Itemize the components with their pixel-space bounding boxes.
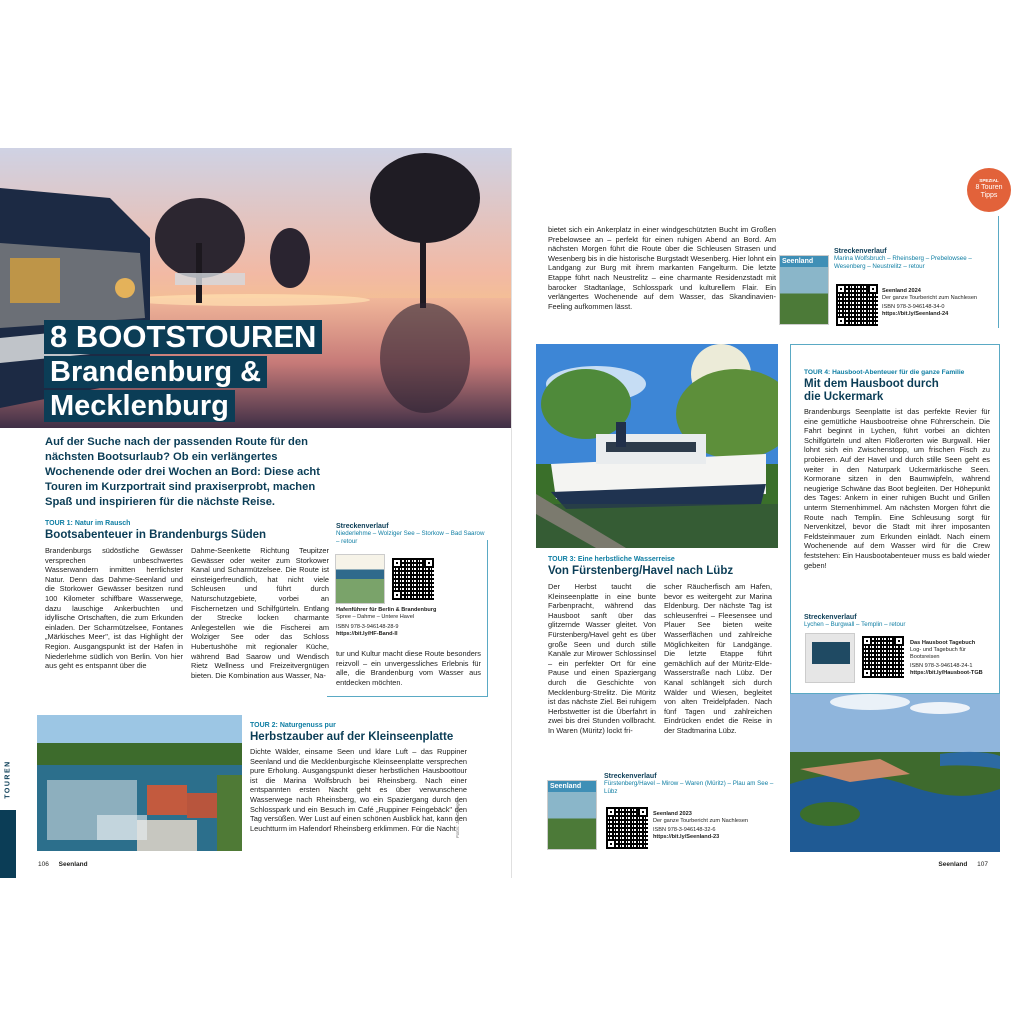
tour1-qr-code <box>392 558 434 600</box>
tour3-qr-code <box>606 807 648 849</box>
title-line-2: Brandenburg & <box>44 356 267 388</box>
tour3-col1: Der Herbst taucht die Kleinseenplatte in eine bunte Farbenpracht, während das Hausboot sanft über das glitzernde Wasser gleitet. Von Fürstenberg/Havel geht es über große Seen und durch stille Kanäle zur Mirower Schlossinsel – ein perfekter Ort für eine Pause und einen Spaziergang durch die Geschichte von Mecklenburg-Strelitz. Die Müritz ist das nächste Ziel. Bei ruhigem Herbstwetter ist die Überfahrt in zwei bis drei Stunden vollbracht. In Waren (Müritz) lockt fri- <box>548 582 656 735</box>
title-line-1: 8 BOOTSTOUREN <box>44 320 322 354</box>
tour4-info-box <box>804 614 990 676</box>
tour2-info-box <box>780 248 1000 332</box>
side-tab <box>0 748 16 878</box>
magazine-spread <box>0 148 1024 878</box>
tour2-book-sub: Der ganze Tourbericht zum Nachlesen <box>882 295 978 301</box>
tour3-headline: Von Fürstenberg/Havel nach Lübz <box>548 565 734 577</box>
tour3-book-cover <box>548 781 596 849</box>
footer-magazine: Seenland <box>58 861 88 868</box>
tour4-book-sub: Log- und Tagebuch für Bootsreisen <box>910 647 966 660</box>
tour4-route-label: Streckenverlauf <box>804 614 857 621</box>
tour4-link[interactable]: https://bit.ly/Hausboot-TGB <box>910 670 983 676</box>
tour4-book-cover <box>806 634 854 682</box>
tour2-qr-code <box>836 284 878 326</box>
footer-right <box>938 861 988 868</box>
aerial-lake-photo <box>790 694 1000 852</box>
tour3-col2: scher Räucherfisch am Hafen, bevor es weitergeht zur Marina Eldenburg. Der nächste Tag ist schleusenfrei – Fleesensee und Plauer See bieten weite Wasserflächen und zahlreiche Möglichkeiten für Landgänge. Die letzte Etappe führt gemächlich auf der Müritz-Elde-Wasserstraße nach Lübz. Der Kanal schlängelt sich durch Wälder und Wiesen, begleitet von alten Treidelpfaden. Nach fünf Tagen und zahlreichen Eindrücken endet die Reise in der Stadtmarina Lübz. <box>664 582 772 735</box>
tour1-isbn: ISBN 978-3-946148-28-9 <box>336 624 399 630</box>
tour1-route: Niederlehme – Wolziger See – Storkow – Bad Saarow – retour <box>336 530 485 545</box>
tour3-book-sub: Der ganze Tourbericht zum Nachlesen <box>653 818 749 824</box>
tour2-headline: Herbstzauber auf der Kleinseenplatte <box>250 731 454 743</box>
right-page <box>512 148 1024 878</box>
tour1-book-sub: Spree – Dahme – Untere Havel <box>336 614 415 620</box>
tour3-isbn: ISBN 978-3-946148-32-6 <box>653 827 716 833</box>
tour4-book-title: Das Hausboot Tagebuch <box>910 640 976 646</box>
tour1-col1: Brandenburgs südöstliche Gewässer versprechen unbeschwertes Wasserwandern inmitten herrlichster Natur. Denn das Dahme-Seenland und die Storkower Gewässer besitzen rund 100 Kilometer schiffbare Wasserwege, dazu lauschige Ankerbuchten und idyllische Ortschaften, die zum Erkunden einladen. Der Scharmützelsee, Fontanes „Märkisches Meer", ist das Highlight der Region. Ausgangspunkt ist der Hafen in Niederlehme südlich von Berlin. Von hier aus geht es entspannt über die <box>45 546 183 671</box>
tour4-isbn: ISBN 978-3-946148-24-1 <box>910 663 973 669</box>
photo-credit: Fotos: Jan Draeger <box>455 799 460 838</box>
tour1-col3: tur und Kultur macht diese Route besonders reizvoll – ein unvergessliches Erlebnis für alle, die Brandenburg vom Wasser aus entdecken möchten. <box>336 649 481 687</box>
tour4-label: TOUR 4: Hausboot-Abenteuer für die ganze Familie <box>804 369 965 376</box>
tour1-headline: Bootsabenteuer in Brandenburgs Süden <box>45 529 267 541</box>
tour2 <box>250 722 467 833</box>
tour2-text: Dichte Wälder, einsame Seen und klare Luft – das Ruppiner Seenland und die Mecklenburgische Kleinseenplatte versprechen pure Erholung. Ausgangspunkt dieser herbstlichen Hausboottour ist die Marina Wolfsbruch bei Rheinsberg. Nach einer entspannten ersten Nacht geht es über verwunschene Wasserwege nach Rheinsberg, wo ein Spaziergang durch den Schlosspark und ein Besuch im Café „Ruppiner Feingebäck" den Tag versüßen. Wer Lust auf einen schönen Ausblick hat, kann den Leuchtturm im Hafendorf Rheinsberg erklimmen. Für die Nacht <box>250 747 467 833</box>
tour1-info-box <box>336 523 486 637</box>
side-tab-label: TOUREN <box>4 760 12 799</box>
tour1-link[interactable]: https://bit.ly/HF-Band-II <box>336 631 398 637</box>
tour2-book-title: Seenland 2024 <box>882 288 921 294</box>
marina-photo <box>37 715 242 851</box>
tour3-route-label: Streckenverlauf <box>604 773 657 780</box>
tour1-route-label: Streckenverlauf <box>336 523 389 530</box>
badge-top: SPEZIAL <box>979 178 999 183</box>
houseboat-photo <box>536 344 778 548</box>
tour2-route: Marina Wolfsbruch – Rheinsberg – Prebelowsee – Wesenberg – Neustrelitz – retour <box>834 255 972 270</box>
tour3-label: TOUR 3: Eine herbstliche Wasserreise <box>548 556 675 563</box>
tour3-book-title: Seenland 2023 <box>653 811 692 817</box>
tour3-info-box <box>548 773 778 857</box>
tour3-link[interactable]: https://bit.ly/Seenland-23 <box>653 834 720 840</box>
tour2-label: TOUR 2: Naturgenuss pur <box>250 722 336 729</box>
tour3 <box>548 556 773 735</box>
tour4-qr-code <box>862 636 904 678</box>
special-badge <box>967 168 1011 212</box>
tour4-route: Lychen – Burgwall – Templin – retour <box>804 621 906 628</box>
tour2-cover-title: Seenland <box>782 258 814 265</box>
title-line-3: Mecklenburg <box>44 390 235 422</box>
badge-main: 8 Touren Tipps <box>975 184 1003 199</box>
tour2-route-label: Streckenverlauf <box>834 248 887 255</box>
tour1-book-cover <box>336 555 384 603</box>
tour2-isbn: ISBN 978-3-946148-34-0 <box>882 304 945 310</box>
tour1-col2: Dahme-Seenkette Richtung Teupitzer Gewässer oder weiter zum Storkower Kanal und Scharmützelsee. Die Route ist einsteigerfreundlich, hat nicht viele Schleusen und führt durch Naturschutzgebiete, vorbei an Fischernetzen und Schilfgürteln. Entlang der Strecke locken charmante Anlegestellen wie die Fischerei am Wolziger See oder das Schloss Hubertushöhe mit regionaler Küche, während Bad Saarow und Wendisch Rietz Wellness und Freizeitvergnügen bieten. Die Kombination aus Wasser, Na- <box>191 546 329 680</box>
tour2-book-cover <box>780 256 828 324</box>
intro-text: Auf der Suche nach der passenden Route für den nächsten Bootsurlaub? Ob ein verlängertes Wochenende oder drei Wochen an Bord: Diese acht Touren im Kurzportrait sind praxiserprobt, machen Spaß und inspirieren für die nächste Reise. <box>45 436 320 508</box>
tour4-headline: Mit dem Hausboot durch die Uckermark <box>804 378 939 403</box>
tour3-route: Fürstenberg/Havel – Mirow – Waren (Müritz) – Plau am See – Lübz <box>604 780 774 795</box>
footer-page-number-right: 107 <box>977 861 988 868</box>
footer-magazine-right: Seenland <box>938 861 968 868</box>
tour2-link[interactable]: https://bit.ly/Seenland-24 <box>882 311 949 317</box>
left-page <box>0 148 512 878</box>
tour2-info-box-border <box>998 216 999 328</box>
tour1-book-title: Hafenführer für Berlin & Brandenburg <box>336 607 437 613</box>
tour3-cover-title: Seenland <box>550 783 582 790</box>
tour1-label: TOUR 1: Natur im Rausch <box>45 520 131 527</box>
tour4 <box>804 369 990 570</box>
tour2-continued-text: bietet sich ein Ankerplatz in einer windgeschützten Bucht im Großen Prebelowsee an – perfekt für einen ruhigen Abend an Bord. Am nächsten Morgen führt die Route über die Schleusen Strasen und Wesenberg bis in die historische Burgstadt Wesenberg. Hier lohnt ein Landgang zur Burg mit ihrem markanten Fangelturm. Die letzte Etappe führt nach Neustrelitz – eine charmante Residenzstadt mit barocker Stadtanlage, Schlosspark und kulturellem Flair. Ein verlängertes Wochenende auf dem Wasser, das Skandinavien-Feeling aufkommen lässt. <box>548 225 776 311</box>
footer-page-number: 106 <box>38 861 49 868</box>
footer-left <box>38 861 88 868</box>
tour4-text: Brandenburgs Seenplatte ist das perfekte Revier für eine gemütliche Hausbootreise ohne Führerschein. Die Fahrt beginnt in Lychen, führt vorbei an dichten Schilfgürteln und alten Flößerorten wie Burgwall. Hier lohnt sich ein Zwischenstopp, um frischen Fisch zu probieren. Auf der Havel und durch stille Seen geht es weiter in den Naturpark Uckermärkische Seen. Kormorane sitzen in den Baumwipfeln, während neugierige Schwäne das Boot begleiten. Der Höhepunkt des Tages: Ankern in einer ruhigen Bucht und Grillen unterm Sternenhimmel. Am nächsten Morgen führt die Route nach Templin. Eine Schleusung sorgt für Nervenkitzel, bevor die Stadt mit ihrer imposanten Feldsteinmauer zum Erkunden einlädt. Nach einem Wochenende auf dem Wasser wird für die Crew feststehen: Ein Hausbootabenteuer muss es bald wieder geben! <box>804 407 990 570</box>
